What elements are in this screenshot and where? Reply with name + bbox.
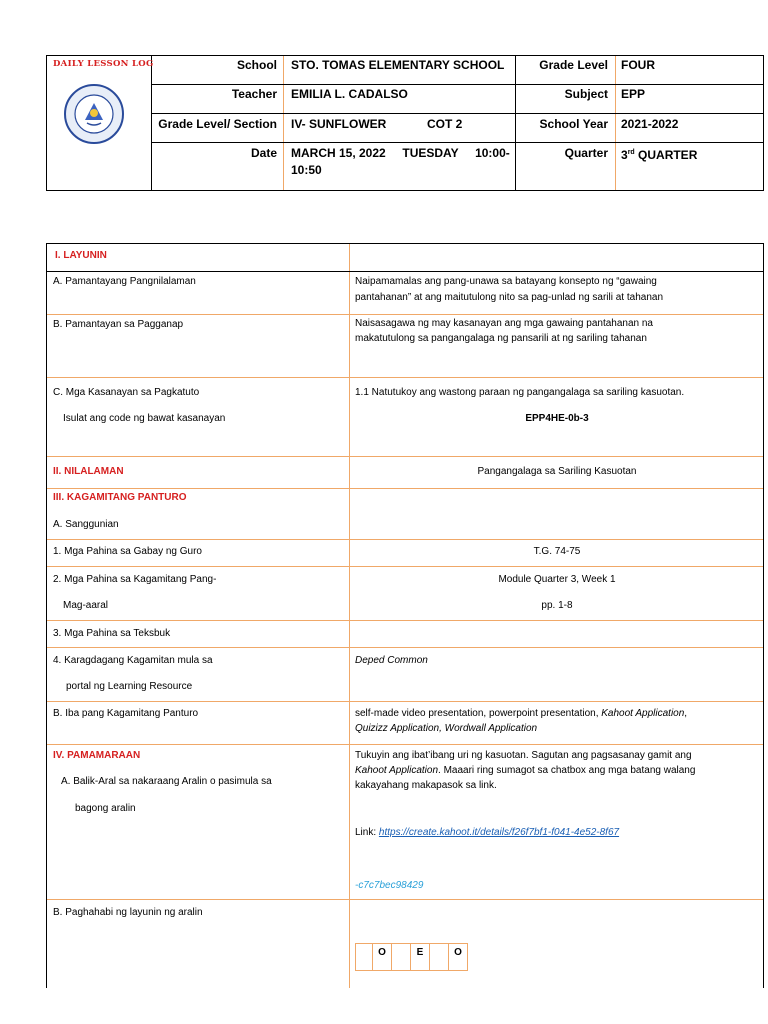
teksbuk-label: 3. Mga Pahina sa Teksbuk — [53, 628, 171, 639]
gabay-value: T.G. 74-75 — [533, 546, 581, 557]
puzzle-box: O — [448, 943, 468, 971]
puzzle-box: O — [372, 943, 392, 971]
iba-pang-kagamitan-value-2: Quizizz Application, Wordwall Application — [355, 723, 538, 734]
nilalaman-value: Pangangalaga sa Sariling Kasuotan — [477, 466, 637, 477]
section-pamamaraan: IV. PAMAMARAAN — [53, 750, 141, 761]
grade-level-value: FOUR — [621, 58, 655, 72]
row-divider — [47, 539, 763, 540]
divider — [151, 113, 763, 114]
karagdagang-kagamitan-label-2: portal ng Learning Resource — [66, 681, 193, 692]
kasanayan-value: 1.1 Natutukoy ang wastong paraan ng pangangalaga sa sariling kasuotan. — [355, 387, 685, 398]
row-divider — [47, 271, 763, 272]
kahoot-link-line: Link: https://create.kahoot.it/details/f26f7bf1-f041-4e52-8f67 — [355, 827, 620, 838]
puzzle-box — [391, 943, 411, 971]
row-divider — [47, 647, 763, 648]
gabay-label: 1. Mga Pahina sa Gabay ng Guro — [53, 546, 202, 557]
kagamitan-mag-aaral-label-2: Mag-aaral — [63, 600, 109, 611]
subject-label: Subject — [564, 87, 608, 101]
divider — [151, 84, 763, 85]
iba-pang-kagamitan-value: self-made video presentation, powerpoint presentation, Kahoot Application, — [355, 708, 688, 719]
pamantayang-pangnilalaman-value-1: Naipamamalas ang pang-unawa sa batayang konsepto ng “gawaing — [355, 276, 657, 287]
row-divider — [47, 314, 763, 315]
kasanayan-code: EPP4HE-0b-3 — [525, 413, 589, 424]
deped-seal-icon — [63, 83, 125, 145]
balik-aral-value-2: Kahoot Application. Maaari ring sumagot sa chatbox ang mga batang walang — [355, 765, 696, 776]
section-label: Grade Level/ Section — [158, 117, 277, 131]
row-divider — [47, 744, 763, 745]
grade-level-label: Grade Level — [539, 58, 608, 72]
puzzle-box: E — [410, 943, 430, 971]
row-divider — [47, 456, 763, 457]
section-kagamitang-panturo: III. KAGAMITANG PANTURO — [53, 492, 187, 503]
kasanayan-label: C. Mga Kasanayan sa Pagkatuto — [53, 387, 200, 398]
row-divider — [47, 620, 763, 621]
section-nilalaman: II. NILALAMAN — [53, 466, 124, 477]
kagamitan-mag-aaral-value: Module Quarter 3, Week 1 — [498, 574, 616, 585]
quarter-value: 3rd QUARTER — [621, 148, 698, 162]
pamantayan-pagganap-label: B. Pamantayan sa Pagganap — [53, 319, 184, 330]
date-value: MARCH 15, 2022 TUESDAY 10:00- — [291, 146, 510, 160]
lesson-table — [46, 243, 764, 988]
balik-aral-value-3: kakayahang makapasok sa link. — [355, 780, 497, 791]
paghahabi-label: B. Paghahabi ng layunin ng aralin — [53, 907, 203, 918]
row-divider — [47, 488, 763, 489]
column-divider — [349, 244, 350, 988]
section-layunin: I. LAYUNIN — [55, 250, 107, 261]
cot-value: COT 2 — [427, 117, 463, 131]
section-value: IV- SUNFLOWER — [291, 117, 387, 131]
date-label: Date — [250, 146, 277, 160]
puzzle-box — [355, 943, 373, 971]
pamantayang-pangnilalaman-value-2: pantahanan” at ang maitutulong nito sa pag-unlad ng sarili at tahanan — [355, 292, 664, 303]
kasanayan-sub-label: Isulat ang code ng bawat kasanayan — [63, 413, 226, 424]
kagamitan-mag-aaral-pages: pp. 1-8 — [541, 600, 573, 611]
row-divider — [47, 566, 763, 567]
divider — [151, 142, 763, 143]
sanggunian-label: A. Sanggunian — [53, 519, 119, 530]
kahoot-link-continuation[interactable]: -c7c7bec98429 — [355, 880, 424, 891]
balik-aral-label: A. Balik-Aral sa nakaraang Aralin o pasimula sa — [61, 776, 272, 787]
daily-lesson-log-title: DAILY LESSON LOG — [53, 59, 154, 69]
divider — [283, 56, 284, 190]
kagamitan-mag-aaral-label: 2. Mga Pahina sa Kagamitang Pang- — [53, 574, 217, 585]
date-value-time: 10:50 — [291, 163, 322, 177]
quarter-label: Quarter — [564, 146, 608, 160]
pamantayan-pagganap-value-2: makatutulong sa pangangalaga ng pansarili at ng sariling tahanan — [355, 333, 647, 344]
karagdagang-kagamitan-label: 4. Karagdagang Kagamitan mula sa — [53, 655, 213, 666]
puzzle-box — [429, 943, 449, 971]
divider — [615, 56, 616, 190]
balik-aral-label-2: bagong aralin — [75, 803, 136, 814]
pamantayan-pagganap-value-1: Naisasagawa ng may kasanayan ang mga gawaing pantahanan na — [355, 318, 653, 329]
kahoot-link[interactable]: https://create.kahoot.it/details/f26f7bf1-f041-4e52-8f67 — [378, 827, 620, 838]
teacher-value: EMILIA L. CADALSO — [291, 87, 408, 101]
teacher-label: Teacher — [231, 87, 277, 101]
school-value: STO. TOMAS ELEMENTARY SCHOOL — [291, 58, 505, 72]
letter-puzzle — [356, 943, 468, 971]
school-year-label: School Year — [539, 117, 608, 131]
iba-pang-kagamitan-label: B. Iba pang Kagamitang Panturo — [53, 708, 199, 719]
row-divider — [47, 701, 763, 702]
header-table — [46, 55, 764, 191]
row-divider — [47, 899, 763, 900]
pamantayang-pangnilalaman-label: A. Pamantayang Pangnilalaman — [53, 276, 196, 287]
school-year-value: 2021-2022 — [621, 117, 679, 131]
row-divider — [47, 377, 763, 378]
balik-aral-value-1: Tukuyin ang ibat’ibang uri ng kasuotan. Sagutan ang pagsasanay gamit ang — [355, 750, 692, 761]
subject-value: EPP — [621, 87, 646, 101]
karagdagang-kagamitan-value: Deped Common — [355, 655, 428, 666]
school-label: School — [236, 58, 277, 72]
